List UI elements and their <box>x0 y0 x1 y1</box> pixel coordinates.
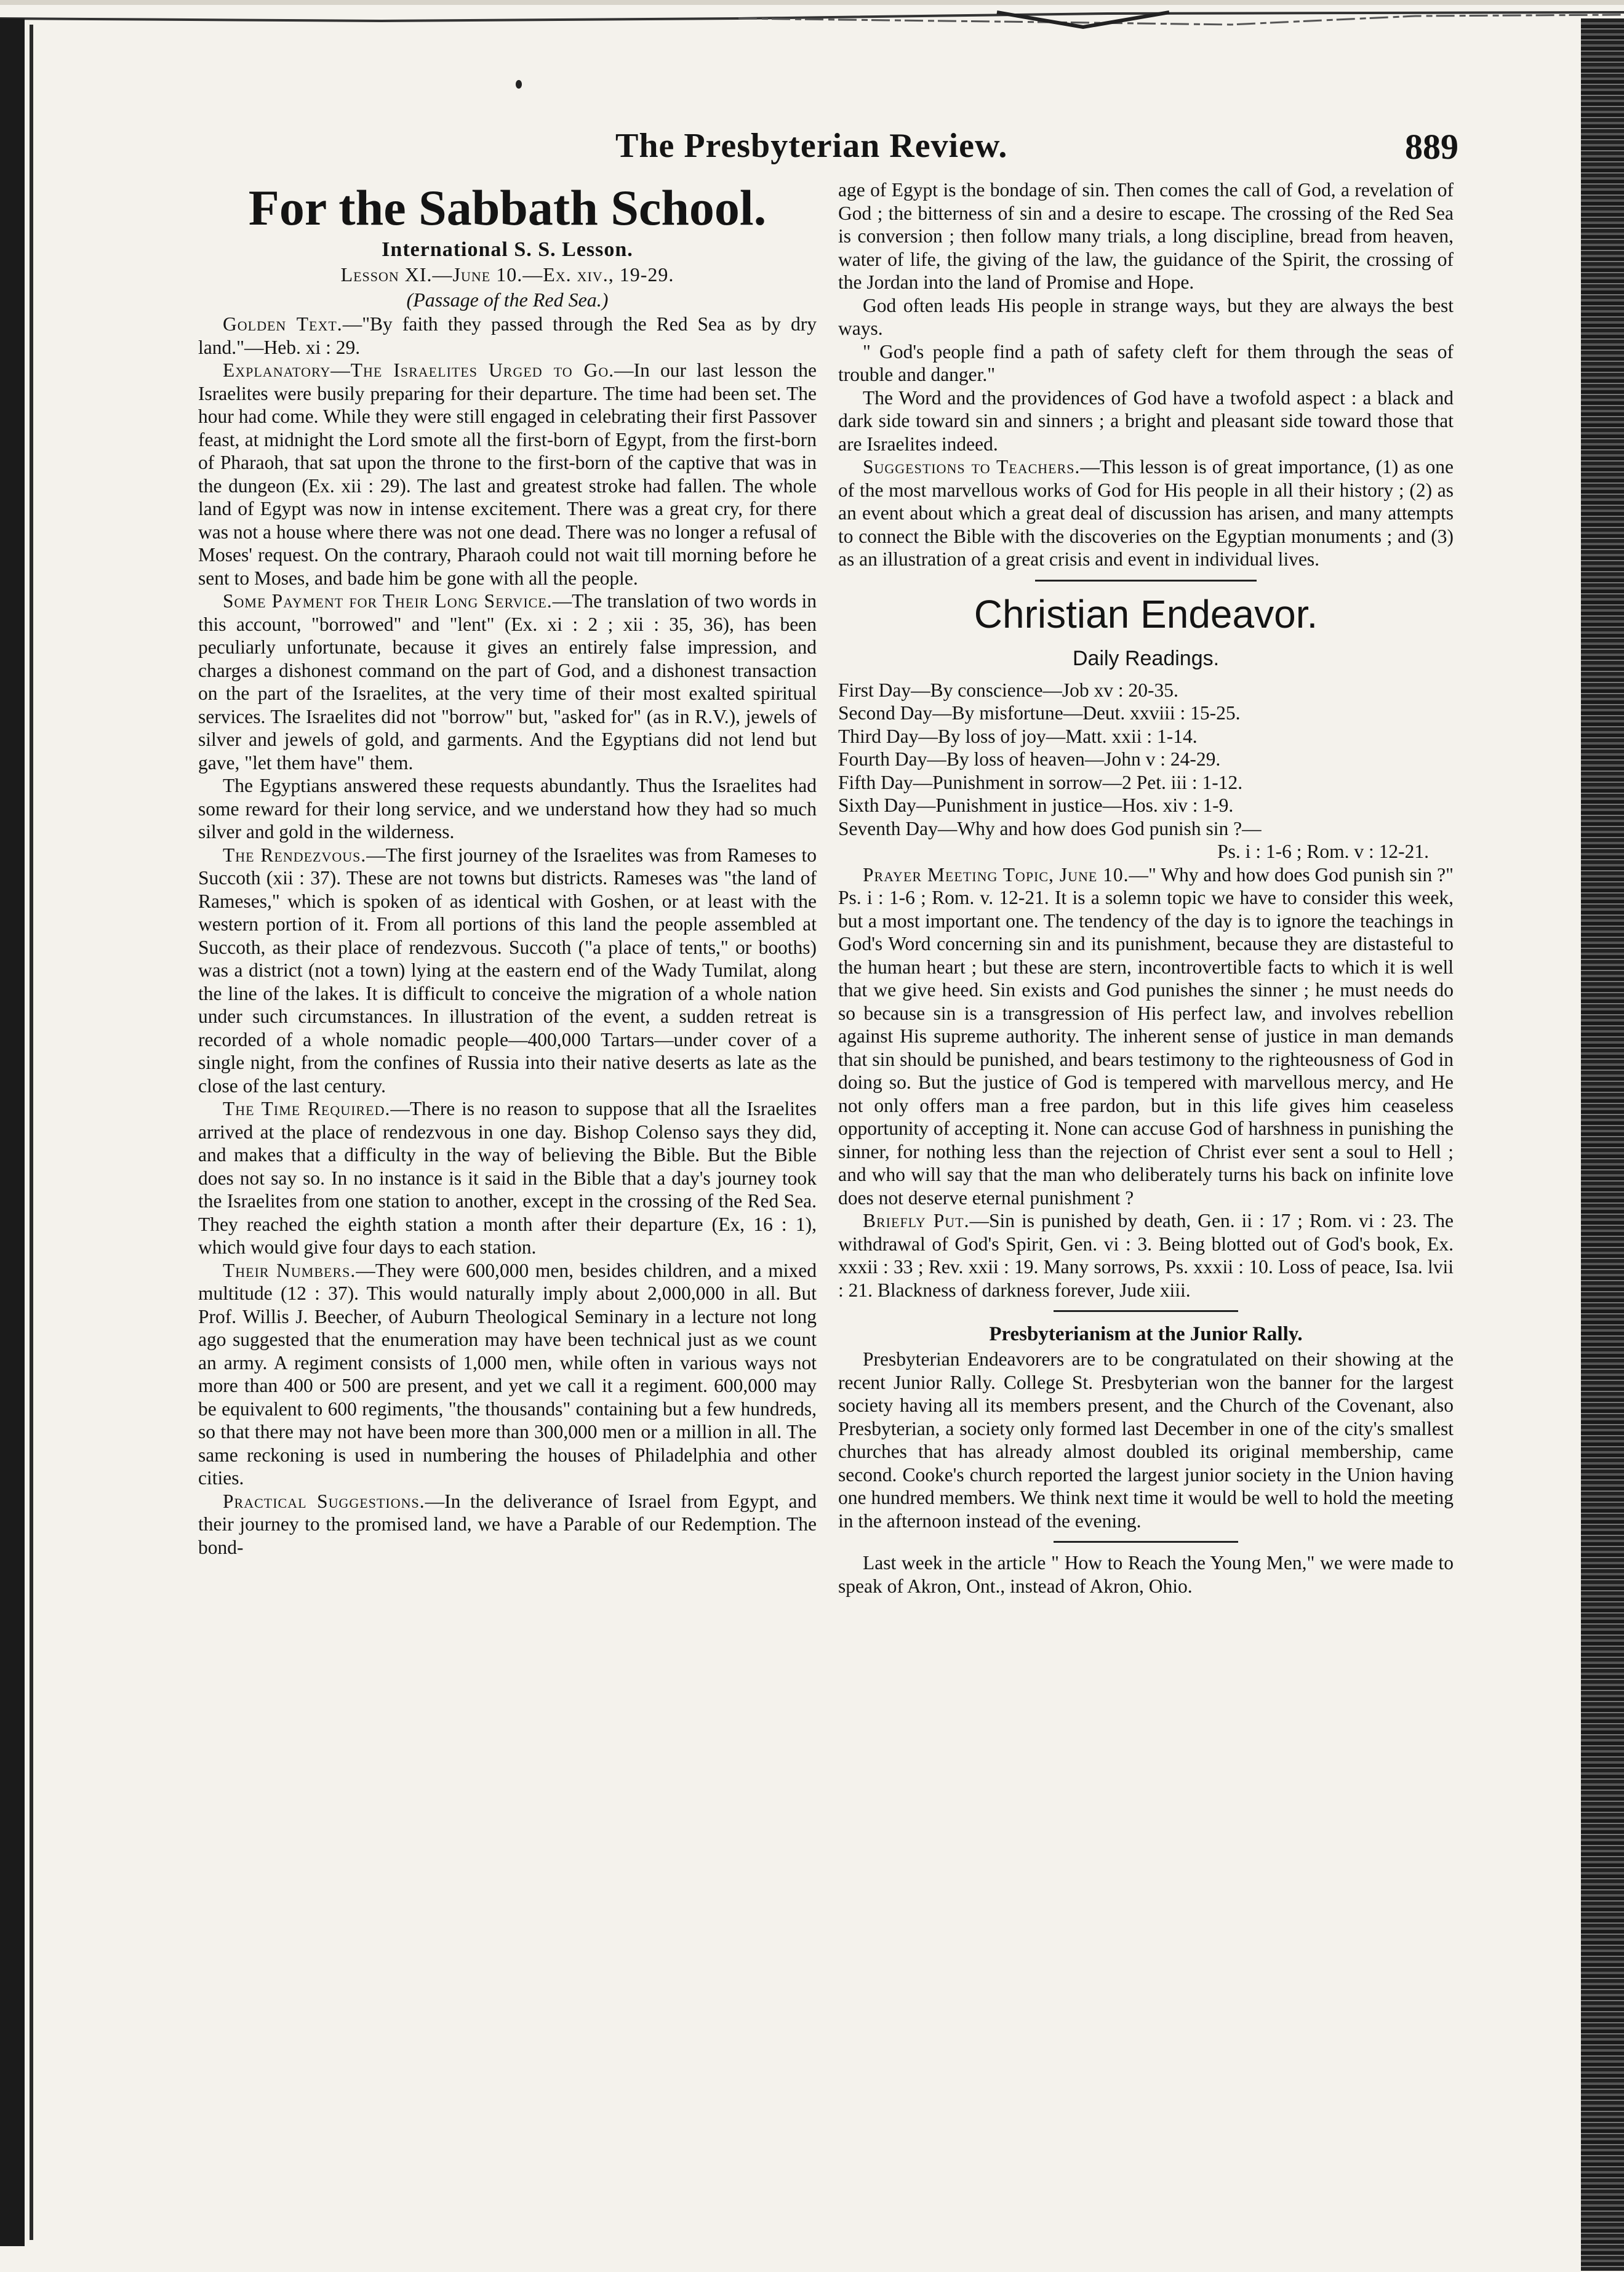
paragraph: Explanatory—The Israelites Urged to Go.—In our last lesson the Israelites were busily preparing for their departure. The time had been set. The hour had come. While they were still engaged in celebrating their first Passover feast, at midnight the Lord smote all the first-born of Egypt, from the first-born of Pharaoh, that sat upon the throne to the first-born of the captive that was in the dungeon (Ex. xii : 29). The last and greatest stroke had fallen. The whole land of Egypt was now in intense excitement. There was a great cry, for there was not a house where there was not one dead. There was no longer a refusal of Moses' request. On the contrary, Pharaoh could not wait till morning before he sent to Moses, and bade him be gone with all the people. <box>198 359 817 589</box>
divider <box>1035 580 1257 582</box>
paragraph: Presbyterian Endeavorers are to be congratulated on their showing at the recent Junior Rally. College St. Presbyterian won the banner for the largest society having all its members present, and the Church of the Covenant, also Presbyterian, a society only formed last December in one of the city's smallest churches that has already almost doubled its original membership, came second. Cooke's church reported the largest junior society in the Union having one hundred members. We think next time it would be well to hold the meeting in the afternoon instead of the evening. <box>838 1348 1454 1532</box>
right-column <box>838 178 1454 1598</box>
reading-item: Third Day—By loss of joy—Matt. xxii : 1-14. <box>838 725 1198 747</box>
reading-item: Fifth Day—Punishment in sorrow—2 Pet. iii : 1-12. <box>838 771 1243 793</box>
daily-readings-list <box>838 679 1454 863</box>
paragraph: The Time Required.—There is no reason to suppose that all the Israelites arrived at the place of rendezvous in one day. Bishop Colenso says they did, and makes that a difficulty in the way of believing the Bible. But the Bible does not say so. In no instance is it said in the Bible that a day's journey took the Israelites from one station to another, except in the crossing of the Red Sea. They reached the eighth station a month after their departure (Ex, 16 : 1), which would give four days to each station. <box>198 1098 817 1258</box>
paragraph: Practical Suggestions.—In the deliverance of Israel from Egypt, and their journey to the promised land, we have a Parable of our Redemption. The bond- <box>198 1490 817 1558</box>
paragraph: Briefly Put.—Sin is punished by death, Gen. ii : 17 ; Rom. vi : 23. The withdrawal of God's Spirit, Gen. vi : 3. Being blotted out of God's book, Ex. xxxii : 33 ; Rev. xxii : 19. Many sorrows, Ps. xxxii : 10. Loss of peace, Isa. lvii : 21. Blackness of darkness forever, Jude xiii. <box>838 1210 1454 1301</box>
lesson-passage: (Passage of the Red Sea.) <box>406 289 609 311</box>
section-heading-sabbath-school: For the Sabbath School. <box>248 180 767 236</box>
correction-note: Last week in the article " How to Reach the Young Men," we were made to speak of Akron, Ont., instead of Akron, Ohio. <box>838 1552 1454 1597</box>
paragraph: The Egyptians answered these requests abundantly. Thus the Israelites had some reward for their long service, and we understand how they had so much silver and gold in the wilderness. <box>198 775 817 842</box>
page-number: 889 <box>1405 127 1458 167</box>
running-header <box>615 126 1458 169</box>
reading-item: Sixth Day—Punishment in justice—Hos. xiv : 1-9. <box>838 794 1234 816</box>
top-edge-smudge <box>0 0 1624 43</box>
reading-item: First Day—By conscience—Job xv : 20-35. <box>838 679 1178 701</box>
reading-item: Seventh Day—Why and how does God punish sin ?— <box>838 817 1262 839</box>
ink-spot <box>516 80 522 89</box>
paragraph: The Rendezvous.—The first journey of the Israelites was from Rameses to Succoth (xii : 37). These are not towns but districts. Rameses was "the land of Rameses," which is spoken of as identical with Goshen, or at least with the western portion of it. From all portions of this land the people assembled at Succoth, as their place of rendezvous. Succoth ("a place of tents," or booths) was a district (not a town) lying at the eastern end of the Wady Tumilat, along the line of the lakes. It is difficult to conceive the migration of a whole nation under such circumstances. In illustration of the event, a sudden retreat is recorded of a whole nomadic people—400,000 Tartars—under cover of a single night, from the confines of Russia into their native deserts as late as the close of the last century. <box>198 844 817 1097</box>
left-binding-line <box>30 25 33 2240</box>
paragraph: God often leads His people in strange ways, but they are always the best ways. <box>838 294 1454 339</box>
reading-item: Fourth Day—By loss of heaven—John v : 24-29. <box>838 748 1221 770</box>
paragraph: age of Egypt is the bondage of sin. Then comes the call of God, a revelation of God ; the bitterness of sin and a desire to escape. The crossing of the Red Sea is conversion ; then follow many trials, a long discipline, bread from heaven, water of life, the giving of the law, the guidance of the Spirit, the crossing of the Jordan into the land of Promise and Hope. <box>838 179 1454 293</box>
paragraph: Suggestions to Teachers.—This lesson is of great importance, (1) as one of the most marvellous works of God for His people in all their history ; (2) as an event about which a great deal of discussion has arisen, and many attempts to connect the Bible with the discoveries on the Egyptian monuments ; and (3) as an illustration of a great crisis and event in individual lives. <box>838 456 1454 570</box>
daily-readings-heading: Daily Readings. <box>1072 646 1220 670</box>
reading-item: Second Day—By misfortune—Deut. xxviii : 15-25. <box>838 702 1241 724</box>
paragraph: The Word and the providences of God have a twofold aspect : a black and dark side toward sin and sinners ; a bright and pleasant side toward those that are Israelites indeed. <box>838 386 1454 455</box>
divider <box>1054 1541 1238 1543</box>
journal-title: The Presbyterian Review. <box>615 127 1008 165</box>
divider <box>1054 1310 1238 1312</box>
left-column <box>198 178 817 1559</box>
right-page-edge <box>1581 18 1624 2271</box>
lesson-reference: Lesson XI.—June 10.—Ex. xiv., 19-29. <box>340 263 674 286</box>
paragraph: Their Numbers.—They were 600,000 men, besides children, and a mixed multitude (12 : 37). This would naturally imply about 2,000,000 in all. But Prof. Willis J. Beecher, of Auburn Theological Seminary in a lecture not long ago suggested that the enumeration may have been technical just as we count an army. A regiment consists of 1,000 men, while often in various ways not more than 400 or 500 are present, and yet we call it a regiment. 600,000 may be equivalent to 600 regiments, "the thousands" containing but a few hundreds, so that there may not have been more than 300,000 men or a million in all. The same reckoning is used in numbering the houses of Philadelphia and other cities. <box>198 1259 817 1489</box>
paragraph: Some Payment for Their Long Service.—The translation of two words in this account, "borrowed" and "lent" (Ex. xi : 2 ; xii : 35, 36), has been peculiarly unfortunate, because it gives an entirely false impression, and charges a dishonest command on the part of God, and a dishonest transaction on the part of the Israelites, at the very time of their most exalted spiritual services. The Israelites did not "borrow" but, "asked for" (as in R.V.), jewels of silver and jewels of gold, and garments. And the Egyptians did not lend but gave, "let them have" them. <box>198 590 817 774</box>
reading-item-continuation: Ps. i : 1-6 ; Rom. v : 12-21. <box>1217 841 1429 862</box>
paragraph: " God's people find a path of safety cleft for them through the seas of trouble and danger." <box>838 340 1454 385</box>
paragraph: Prayer Meeting Topic, June 10.—" Why and how does God punish sin ?" Ps. i : 1-6 ; Rom. v. 12-21. It is a solemn topic we have to consider this week, but a most important one. The tendency of the day is to ignore the teachings in God's Word concerning sin and its punishment, because they are distasteful to the human heart ; but these are stern, incontrovertible facts to which it is well that we give heed. Sin exists and God punishes the sinner ; he must needs do so because sin is a transgression of His perfect law, and involves rebellion against His supreme authority. The inherent sense of justice in man demands that sin should be punished, and bears testimony to the righteousness of God in doing so. But the justice of God is tempered with marvellous mercy, and He not only offers man a free pardon, but in this life gives him ceaseless opportunity of accepting it. None can accuse God of harshness in punishing the sinner, for nothing less than the rejection of Christ ever sent a soul to Hell ; and who will say that the man who deliberately turns his back on infinite love does not deserve eternal punishment ? <box>838 863 1454 1209</box>
paragraph: Golden Text.—"By faith they passed through the Red Sea as by dry land."—Heb. xi : 29. <box>198 313 817 358</box>
left-binding-edge <box>0 18 25 2246</box>
section-heading-christian-endeavor: Christian Endeavor. <box>974 591 1318 636</box>
lesson-series: International S. S. Lesson. <box>382 238 633 261</box>
rally-heading: Presbyterianism at the Junior Rally. <box>989 1323 1303 1345</box>
